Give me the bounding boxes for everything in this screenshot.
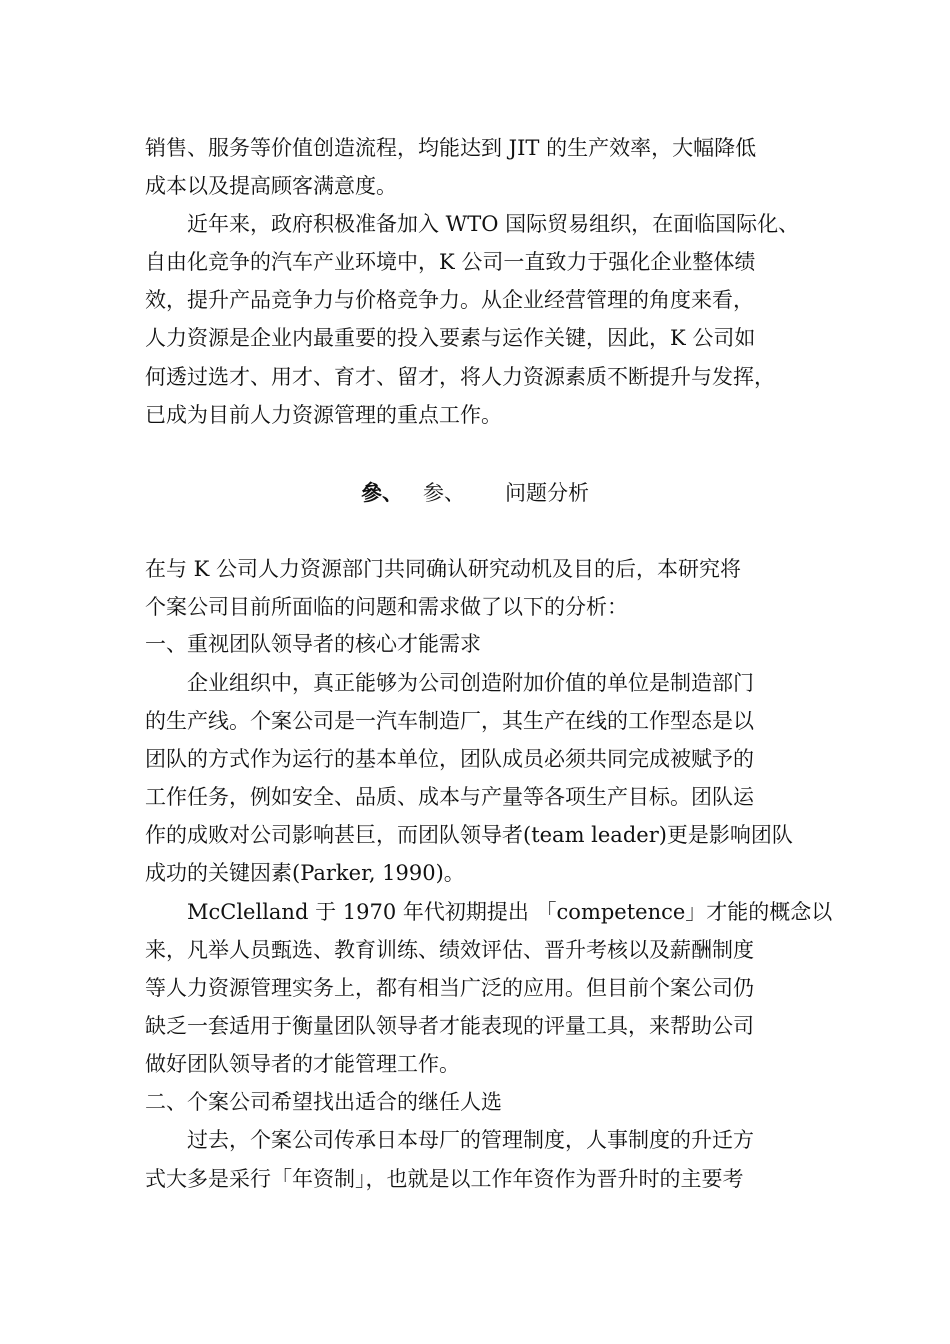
paragraph-line: 工作任务，例如安全、品质、成本与产量等各项生产目标。团队运 bbox=[145, 785, 754, 809]
section-heading-mark: 參、 bbox=[360, 480, 403, 505]
section-heading-text: 参、 问题分析 bbox=[402, 481, 590, 505]
subheading: 一、重视团队领导者的核心才能需求 bbox=[145, 632, 481, 656]
paragraph-line: 缺乏一套适用于衡量团队领导者才能表现的评量工具，来帮助公司 bbox=[145, 1014, 754, 1038]
paragraph-line: 作的成败对公司影响甚巨，而团队领导者(team leader)更是影响团队 bbox=[145, 823, 793, 847]
paragraph-line: 效，提升产品竞争力与价格竞争力。从企业经营管理的角度来看， bbox=[145, 288, 754, 312]
paragraph-line: 个案公司目前所面临的问题和需求做了以下的分析： bbox=[145, 595, 628, 619]
paragraph-line: 销售、服务等价值创造流程，均能达到 JIT 的生产效率，大幅降低 bbox=[145, 136, 757, 160]
paragraph-line: 何透过选才、用才、育才、留才，将人力资源素质不断提升与发挥， bbox=[145, 365, 775, 389]
paragraph-line: 自由化竞争的汽车产业环境中，K 公司一直致力于强化企业整体绩 bbox=[145, 250, 756, 274]
paragraph-line: 成本以及提高顾客满意度。 bbox=[145, 174, 397, 198]
paragraph-line: 人力资源是企业内最重要的投入要素与运作关键，因此，K 公司如 bbox=[145, 326, 756, 350]
paragraph-line: 的生产线。个案公司是一汽车制造厂，其生产在线的工作型态是以 bbox=[145, 709, 754, 733]
paragraph-line: 做好团队领导者的才能管理工作。 bbox=[145, 1052, 460, 1076]
subheading: 二、个案公司希望找出适合的继任人选 bbox=[145, 1090, 502, 1114]
paragraph-line: 已成为目前人力资源管理的重点工作。 bbox=[145, 403, 502, 427]
paragraph-line: 过去，个案公司传承日本母厂的管理制度，人事制度的升迁方 bbox=[145, 1128, 754, 1152]
paragraph-line: McClelland 于 1970 年代初期提出 「competence」才能的概念以 bbox=[145, 900, 833, 924]
section-heading bbox=[0, 480, 950, 506]
paragraph-line: 在与 K 公司人力资源部门共同确认研究动机及目的后，本研究将 bbox=[145, 557, 742, 581]
paragraph-line: 式大多是采行「年资制」，也就是以工作年资作为晋升时的主要考 bbox=[145, 1167, 744, 1191]
paragraph-line: 来，凡举人员甄选、教育训练、绩效评估、晋升考核以及薪酬制度 bbox=[145, 938, 754, 962]
paragraph-line: 成功的关键因素(Parker, 1990)。 bbox=[145, 861, 465, 885]
paragraph-line: 等人力资源管理实务上，都有相当广泛的应用。但目前个案公司仍 bbox=[145, 976, 754, 1000]
paragraph-line: 近年来，政府积极准备加入 WTO 国际贸易组织，在面临国际化、 bbox=[145, 212, 800, 236]
paragraph-line: 企业组织中，真正能够为公司创造附加价值的单位是制造部门 bbox=[145, 671, 754, 695]
paragraph-line: 团队的方式作为运行的基本单位，团队成员必须共同完成被赋予的 bbox=[145, 747, 754, 771]
